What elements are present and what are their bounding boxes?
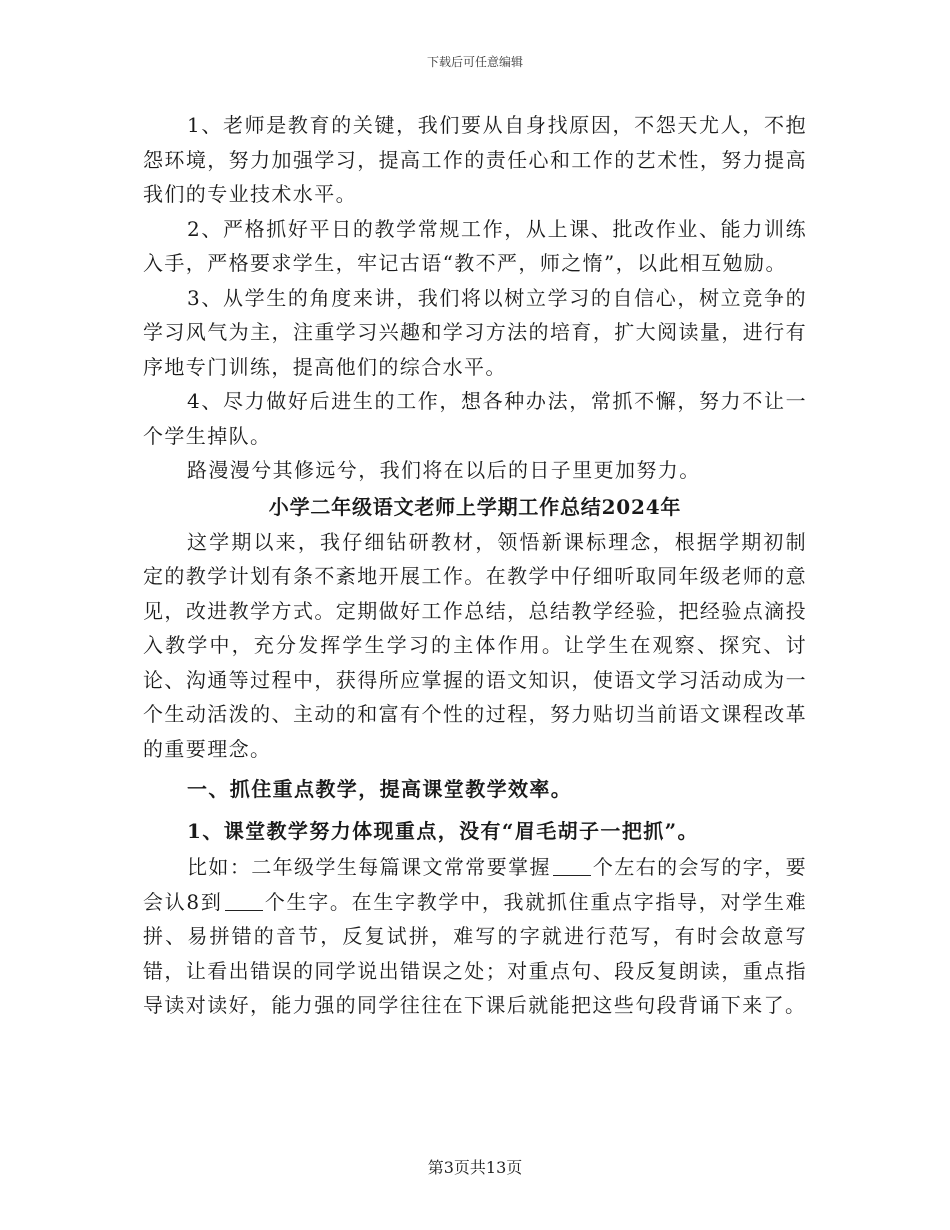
fill-blank xyxy=(553,857,591,876)
paragraph: 4、尽力做好后进生的工作，想各种办法，常抓不懈，努力不让一个学生掉队。 xyxy=(143,389,807,448)
heading-level-2: 1、课堂教学努力体现重点，没有“眉毛胡子一把抓”。 xyxy=(187,819,699,843)
example-text-part2: 个左右的会写的字，要会认8到 xyxy=(143,855,807,914)
paragraph: 2、严格抓好平日的教学常规工作，从上课、批改作业、能力训练入手，严格要求学生，牢记古语“教不严，师之惰”，以此相互勉励。 xyxy=(143,216,807,275)
paragraph: 路漫漫兮其修远兮，我们将在以后的日子里更加努力。 xyxy=(187,458,701,482)
example-text-part3: 个生字。在生字教学中，我就抓住重点字指导，对学生难拼、易拼错的音节，反复试拼，难写的字就进行范写，有时会故意写错，让看出错误的同学说出错误之处；对重点句、段反复朗读，重点指导读对读好，能力强的同学往往在下课后就能把这些句段背诵下来了。 xyxy=(143,889,808,1017)
section-title: 小学二年级语文老师上学期工作总结2024年 xyxy=(268,494,682,519)
example-text-part1: 比如：二年级学生每篇课文常常要掌握 xyxy=(187,855,551,879)
example-paragraph xyxy=(143,850,807,1023)
intro-paragraph: 这学期以来，我仔细钻研教材，领悟新课标理念，根据学期初制定的教学计划有条不紊地开展工作。在教学中仔细听取同年级老师的意见，改进教学方式。定期做好工作总结，总结教学经验，把经验点滴投入教学中，充分发挥学生学习的主体作用。让学生在观察、探究、讨论、沟通等过程中，获得所应掌握的语文知识，使语文学习活动成为一个生动活泼的、主动的和富有个性的过程，努力贴切当前语文课程改革的重要理念。 xyxy=(143,529,807,761)
page-header-note: 下载后可任意编辑 xyxy=(426,55,523,69)
document-body xyxy=(143,108,807,1023)
paragraph: 3、从学生的角度来讲，我们将以树立学习的自信心，树立竞争的学习风气为主，注重学习兴趣和学习方法的培育，扩大阅读量，进行有序地专门训练，提高他们的综合水平。 xyxy=(143,285,807,379)
paragraph: 1、老师是教育的关键，我们要从自身找原因，不怨天尤人，不抱怨环境，努力加强学习，提高工作的责任心和工作的艺术性，努力提高我们的专业技术水平。 xyxy=(143,113,807,206)
fill-blank xyxy=(225,892,263,911)
page-number: 第3页共13页 xyxy=(427,1158,523,1177)
heading-level-1: 一、抓住重点教学，提高课堂教学效率。 xyxy=(187,777,573,801)
